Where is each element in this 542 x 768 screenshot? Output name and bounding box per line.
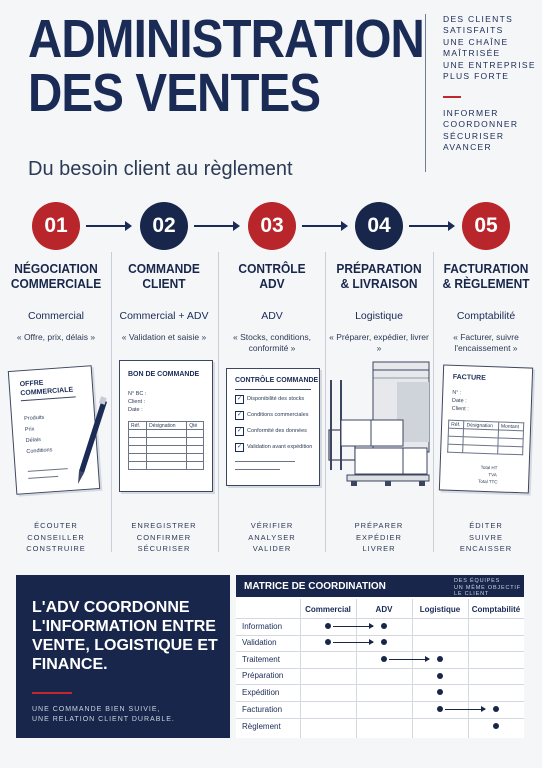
action-verb: SUIVRE (469, 532, 503, 542)
stage-actions-05 (433, 520, 539, 555)
matrix-row-label: Expédition (242, 688, 280, 697)
header-divider (425, 14, 426, 172)
doc-rule (235, 469, 280, 470)
flow-arrow (86, 225, 130, 227)
action-verb: ENCAISSER (459, 544, 513, 553)
doc-field: N° : (452, 389, 462, 397)
side-value: SATISFAITS (443, 25, 504, 36)
note-line: UN MÊME OBJECTIF (454, 584, 521, 591)
matrix-dot (325, 639, 331, 645)
matrix-column-header: Commercial (305, 605, 351, 614)
action-verb: SÉCURISER (137, 544, 191, 553)
matrix-row-label: Règlement (242, 722, 281, 731)
step-circle-02: 02 (140, 202, 188, 250)
grid-line (236, 684, 524, 685)
action-verb: ENREGISTRER (131, 521, 197, 530)
action-verb: VÉRIFIER (250, 521, 294, 530)
matrix-dot (493, 723, 499, 729)
pen-icon (74, 395, 108, 487)
check-label: Validation avant expédition (247, 444, 313, 450)
stage-role-04: Logistique (355, 310, 403, 322)
step-circle-04: 04 (355, 202, 403, 250)
side-verbs (443, 108, 518, 154)
side-verb: SÉCURISER (443, 130, 505, 141)
invoice-table (447, 420, 524, 456)
doc-field: Client : (128, 399, 146, 405)
side-verb: COORDONNER (443, 119, 519, 130)
column-divider (218, 252, 219, 552)
matrix-row-label: Facturation (242, 705, 283, 714)
doc-line: Délais (25, 436, 42, 444)
invoice-document-icon (439, 364, 533, 493)
side-verb: INFORMER (443, 108, 499, 118)
doc-title: OFFRE (19, 379, 44, 389)
column-divider (325, 252, 326, 552)
stage-role-01: Commercial (27, 310, 84, 322)
check-label: Disponibilité des stocks (247, 396, 305, 402)
matrix-arrow (333, 642, 373, 643)
control-checklist-icon (226, 368, 320, 486)
side-value: MAÎTRISÉE (443, 48, 501, 59)
action-verb: CONSTRUIRE (26, 544, 86, 553)
invoice-total: TVA (488, 472, 497, 478)
step-circle-01: 01 (32, 202, 80, 250)
stage-role-05: Comptabilité (456, 310, 516, 322)
note-line: DES ÉQUIPES (454, 578, 501, 584)
matrix-header (236, 575, 524, 597)
flow-arrow (194, 225, 238, 227)
grid-line (236, 635, 524, 636)
flow-arrow (302, 225, 346, 227)
action-verb: CONFIRMER (136, 532, 192, 542)
side-value: PLUS FORTE (443, 71, 510, 82)
matrix-dot (493, 706, 499, 712)
table-header: Désignation (464, 421, 499, 430)
check-item: ✓ Conditions commerciales (236, 412, 309, 418)
stage-title-01: NÉGOCIATION COMMERCIALE (10, 261, 102, 291)
check-label: Conformité des données (247, 428, 307, 434)
matrix-dot (381, 656, 387, 662)
matrix-column-header: Logistique (419, 605, 461, 614)
check-label: Conditions commerciales (247, 412, 309, 418)
doc-field: Date : (128, 407, 143, 413)
step-circle-03: 03 (248, 202, 296, 250)
stage-role-02: Commercial + ADV (119, 310, 209, 322)
side-accent-rule (443, 96, 461, 98)
matrix-row-label: Traitement (242, 655, 280, 664)
stage-desc-03: « Stocks, conditions, conformité » (233, 332, 311, 353)
stage-desc-04: « Préparer, expédier, livrer » (329, 332, 429, 353)
doc-rule (235, 461, 295, 462)
invoice-total: Total TTC (478, 478, 498, 485)
doc-rule (28, 476, 58, 479)
stage-actions-02 (111, 520, 217, 555)
matrix-column-header: Comptabilité (471, 605, 521, 614)
doc-rule (235, 389, 311, 390)
invoice-total: Total HT (480, 464, 498, 471)
doc-line: Prix (24, 426, 35, 434)
doc-rule (28, 468, 68, 472)
matrix-title: MATRICE DE COORDINATION (244, 581, 386, 592)
matrix-row-label: Validation (242, 638, 277, 647)
side-value: DES CLIENTS (443, 14, 514, 24)
stage-actions-01 (3, 520, 109, 555)
grid-line (236, 701, 524, 702)
grid-line (236, 668, 524, 669)
table-header: Qté (187, 422, 204, 430)
warehouse-delivery-icon (327, 360, 431, 495)
matrix-row-label: Préparation (242, 671, 284, 680)
stage-title-03: CONTRÔLE ADV (238, 261, 306, 291)
matrix-column-header: ADV (375, 605, 393, 614)
column-divider (111, 252, 112, 552)
check-item: ✓ Validation avant expédition (236, 444, 313, 450)
matrix-dot (437, 673, 443, 679)
note-line: LE CLIENT (454, 591, 490, 597)
stage-role-03: ADV (261, 310, 283, 322)
order-table (128, 421, 204, 470)
doc-title: BON DE COMMANDE (128, 371, 200, 378)
doc-title: FACTURE (452, 373, 486, 382)
matrix-dot (437, 656, 443, 662)
stage-actions-03 (219, 520, 325, 555)
table-header: Réf. (449, 420, 465, 429)
grid-line (236, 618, 524, 619)
side-verb: AVANCER (443, 142, 492, 153)
matrix-dot (381, 623, 387, 629)
grid-line (236, 651, 524, 652)
title-line-1: ADMINISTRATION (28, 9, 424, 69)
matrix-arrow (445, 709, 485, 710)
action-verb: ANALYSER (248, 532, 296, 542)
tagline-line: UNE RELATION CLIENT DURABLE. (32, 716, 175, 723)
order-form-icon (119, 360, 213, 492)
column-divider (433, 252, 434, 552)
action-verb: EXPÉDIER (356, 532, 402, 542)
tagline-line: UNE COMMANDE BIEN SUIVIE, (32, 706, 161, 713)
stage-desc-05: « Facturer, suivre l'encaissement » (453, 332, 519, 353)
matrix-arrow (389, 659, 429, 660)
side-value: UNE CHAÎNE (443, 36, 509, 47)
table-header: Désignation (147, 422, 187, 430)
matrix-row-label: Information (242, 622, 283, 631)
stage-actions-04 (326, 520, 432, 555)
action-verb: LIVRER (362, 544, 396, 553)
matrix-arrow (333, 626, 373, 627)
page-subtitle: Du besoin client au règlement (28, 158, 293, 180)
doc-field: Date : (451, 397, 467, 405)
doc-line: Conditions (26, 447, 53, 455)
page-title (28, 9, 424, 123)
grid-line (236, 718, 524, 719)
doc-line: Produits (23, 414, 45, 423)
stage-title-04: PRÉPARATION & LIVRAISON (336, 261, 422, 291)
doc-field: N° BC : (128, 391, 147, 397)
stage-title-05: FACTURATION & RÈGLEMENT (442, 261, 530, 291)
action-verb: PRÉPARER (354, 521, 404, 530)
doc-title: CONTRÔLE COMMANDE (235, 377, 319, 384)
action-verb: CONSEILLER (27, 532, 85, 542)
action-verb: ÉCOUTER (34, 521, 78, 530)
panel-tagline (32, 705, 175, 725)
flow-arrow (409, 225, 453, 227)
check-item: ✓ Disponibilité des stocks (236, 396, 305, 402)
doc-title: COMMERCIALE (20, 386, 74, 398)
doc-rule (21, 396, 76, 401)
coordination-matrix (236, 575, 524, 738)
matrix-note (454, 578, 521, 598)
check-item: ✓ Conformité des données (236, 428, 307, 434)
step-circle-05: 05 (462, 202, 510, 250)
coordination-message-panel (16, 575, 230, 738)
doc-field: Client : (451, 405, 469, 413)
table-header: Montant (498, 422, 523, 431)
stage-desc-01: « Offre, prix, délais » (16, 332, 96, 342)
stage-title-02: COMMANDE CLIENT (128, 261, 200, 291)
title-line-2: DES VENTES (28, 63, 321, 123)
matrix-dot (325, 623, 331, 629)
action-verb: ÉDITER (469, 521, 503, 530)
stage-desc-02: « Validation et saisie » (121, 332, 207, 342)
panel-headline: L'ADV COORDONNE L'INFORMATION ENTRE VENTE, LOGISTIQUE ET FINANCE. (32, 599, 218, 673)
matrix-dot (381, 639, 387, 645)
matrix-dot (437, 706, 443, 712)
side-value: UNE ENTREPRISE (443, 59, 536, 70)
matrix-dot (437, 689, 443, 695)
table-header: Réf. (129, 422, 147, 430)
action-verb: VALIDER (252, 544, 292, 553)
side-values (443, 14, 536, 82)
panel-accent-rule (32, 692, 72, 694)
